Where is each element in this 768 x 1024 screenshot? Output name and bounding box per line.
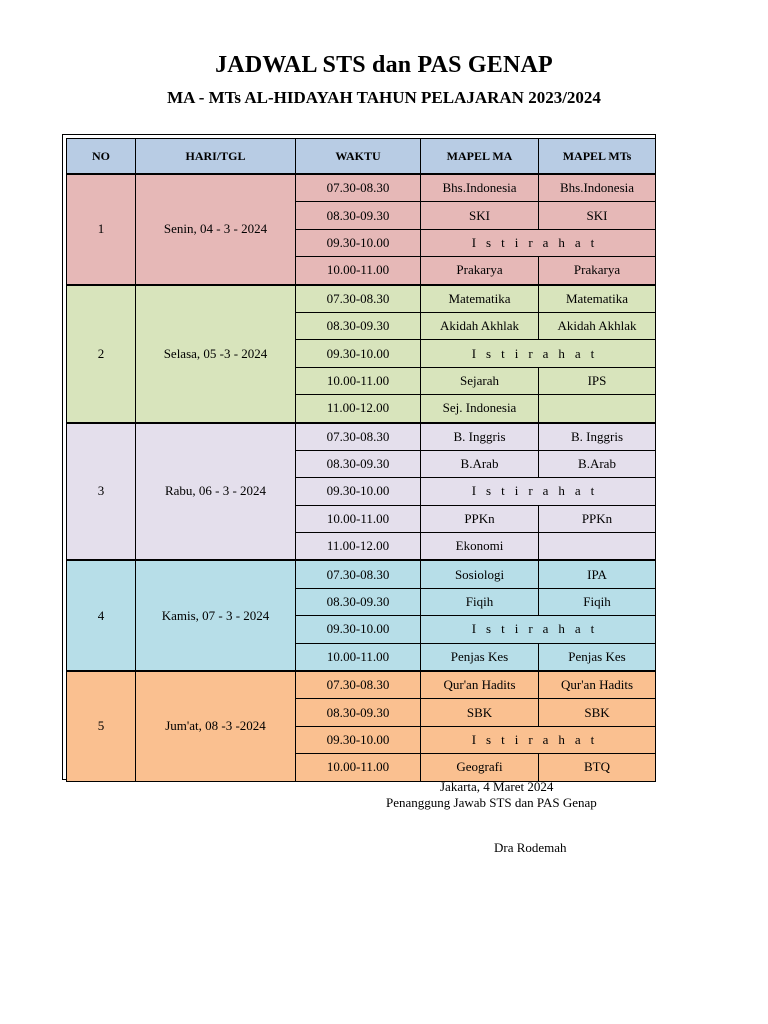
day-number: 5 <box>67 671 136 781</box>
subject-mts: Bhs.Indonesia <box>539 174 656 202</box>
header-time: WAKTU <box>296 139 421 175</box>
subject-mts: SKI <box>539 202 656 229</box>
subject-ma: Geografi <box>421 754 539 781</box>
subject-ma: SBK <box>421 699 539 726</box>
slot-time: 08.30-09.30 <box>296 588 421 615</box>
table-row <box>67 560 656 588</box>
subject-mts: Fiqih <box>539 588 656 615</box>
subject-ma: Bhs.Indonesia <box>421 174 539 202</box>
header-subject-ma: MAPEL MA <box>421 139 539 175</box>
table-row <box>67 174 656 202</box>
table-row <box>67 423 656 451</box>
subject-ma: Sej. Indonesia <box>421 395 539 423</box>
subject-mts <box>539 533 656 561</box>
slot-time: 10.00-11.00 <box>296 643 421 671</box>
subject-ma: Sosiologi <box>421 560 539 588</box>
slot-time: 10.00-11.00 <box>296 367 421 394</box>
table-row <box>67 671 656 699</box>
footer-place-date: Jakarta, 4 Maret 2024 <box>440 779 554 794</box>
subject-ma: Qur'an Hadits <box>421 671 539 699</box>
subject-mts: IPS <box>539 367 656 394</box>
subject-ma: Prakarya <box>421 257 539 285</box>
slot-time: 10.00-11.00 <box>296 505 421 532</box>
break-cell: Istirahat <box>421 229 656 256</box>
slot-time: 08.30-09.30 <box>296 450 421 477</box>
schedule-frame <box>62 134 656 780</box>
slot-time: 07.30-08.30 <box>296 560 421 588</box>
subject-mts: Prakarya <box>539 257 656 285</box>
break-cell: Istirahat <box>421 726 656 753</box>
slot-time: 09.30-10.00 <box>296 340 421 367</box>
day-date: Jum'at, 08 -3 -2024 <box>136 671 296 781</box>
header-subject-mts: MAPEL MTs <box>539 139 656 175</box>
subject-ma: SKI <box>421 202 539 229</box>
table-row <box>67 285 656 313</box>
break-cell: Istirahat <box>421 478 656 505</box>
subject-ma: Fiqih <box>421 588 539 615</box>
day-date: Selasa, 05 -3 - 2024 <box>136 285 296 423</box>
slot-time: 09.30-10.00 <box>296 616 421 643</box>
slot-time: 07.30-08.30 <box>296 174 421 202</box>
header-day-date: HARI/TGL <box>136 139 296 175</box>
subject-ma: B. Inggris <box>421 423 539 451</box>
subject-ma: Ekonomi <box>421 533 539 561</box>
subject-mts: SBK <box>539 699 656 726</box>
subject-mts: Matematika <box>539 285 656 313</box>
subject-mts: BTQ <box>539 754 656 781</box>
slot-time: 09.30-10.00 <box>296 229 421 256</box>
slot-time: 07.30-08.30 <box>296 423 421 451</box>
break-cell: Istirahat <box>421 340 656 367</box>
slot-time: 07.30-08.30 <box>296 285 421 313</box>
document-subtitle: MA - MTs AL-HIDAYAH TAHUN PELAJARAN 2023/2024 <box>167 88 601 107</box>
day-date: Rabu, 06 - 3 - 2024 <box>136 423 296 561</box>
document-title: JADWAL STS dan PAS GENAP <box>215 52 553 78</box>
subject-mts <box>539 395 656 423</box>
schedule-body <box>67 174 656 781</box>
subject-ma: Penjas Kes <box>421 643 539 671</box>
day-date: Kamis, 07 - 3 - 2024 <box>136 560 296 671</box>
subject-mts: IPA <box>539 560 656 588</box>
table-header-row <box>67 139 656 175</box>
slot-time: 08.30-09.30 <box>296 699 421 726</box>
day-number: 1 <box>67 174 136 285</box>
footer-signatory: Dra Rodemah <box>494 840 567 855</box>
subject-mts: Penjas Kes <box>539 643 656 671</box>
day-number: 4 <box>67 560 136 671</box>
slot-time: 10.00-11.00 <box>296 754 421 781</box>
day-number: 2 <box>67 285 136 423</box>
slot-time: 11.00-12.00 <box>296 533 421 561</box>
subject-mts: Qur'an Hadits <box>539 671 656 699</box>
slot-time: 08.30-09.30 <box>296 312 421 339</box>
subject-mts: Akidah Akhlak <box>539 312 656 339</box>
slot-time: 09.30-10.00 <box>296 478 421 505</box>
subject-ma: B.Arab <box>421 450 539 477</box>
subject-mts: B. Inggris <box>539 423 656 451</box>
subject-mts: PPKn <box>539 505 656 532</box>
subject-ma: PPKn <box>421 505 539 532</box>
slot-time: 11.00-12.00 <box>296 395 421 423</box>
subject-ma: Akidah Akhlak <box>421 312 539 339</box>
day-date: Senin, 04 - 3 - 2024 <box>136 174 296 285</box>
break-cell: Istirahat <box>421 616 656 643</box>
slot-time: 07.30-08.30 <box>296 671 421 699</box>
header-no: NO <box>67 139 136 175</box>
footer-role: Penanggung Jawab STS dan PAS Genap <box>386 795 597 810</box>
slot-time: 08.30-09.30 <box>296 202 421 229</box>
schedule-table <box>66 138 656 782</box>
slot-time: 09.30-10.00 <box>296 726 421 753</box>
subject-ma: Matematika <box>421 285 539 313</box>
subject-ma: Sejarah <box>421 367 539 394</box>
day-number: 3 <box>67 423 136 561</box>
slot-time: 10.00-11.00 <box>296 257 421 285</box>
subject-mts: B.Arab <box>539 450 656 477</box>
